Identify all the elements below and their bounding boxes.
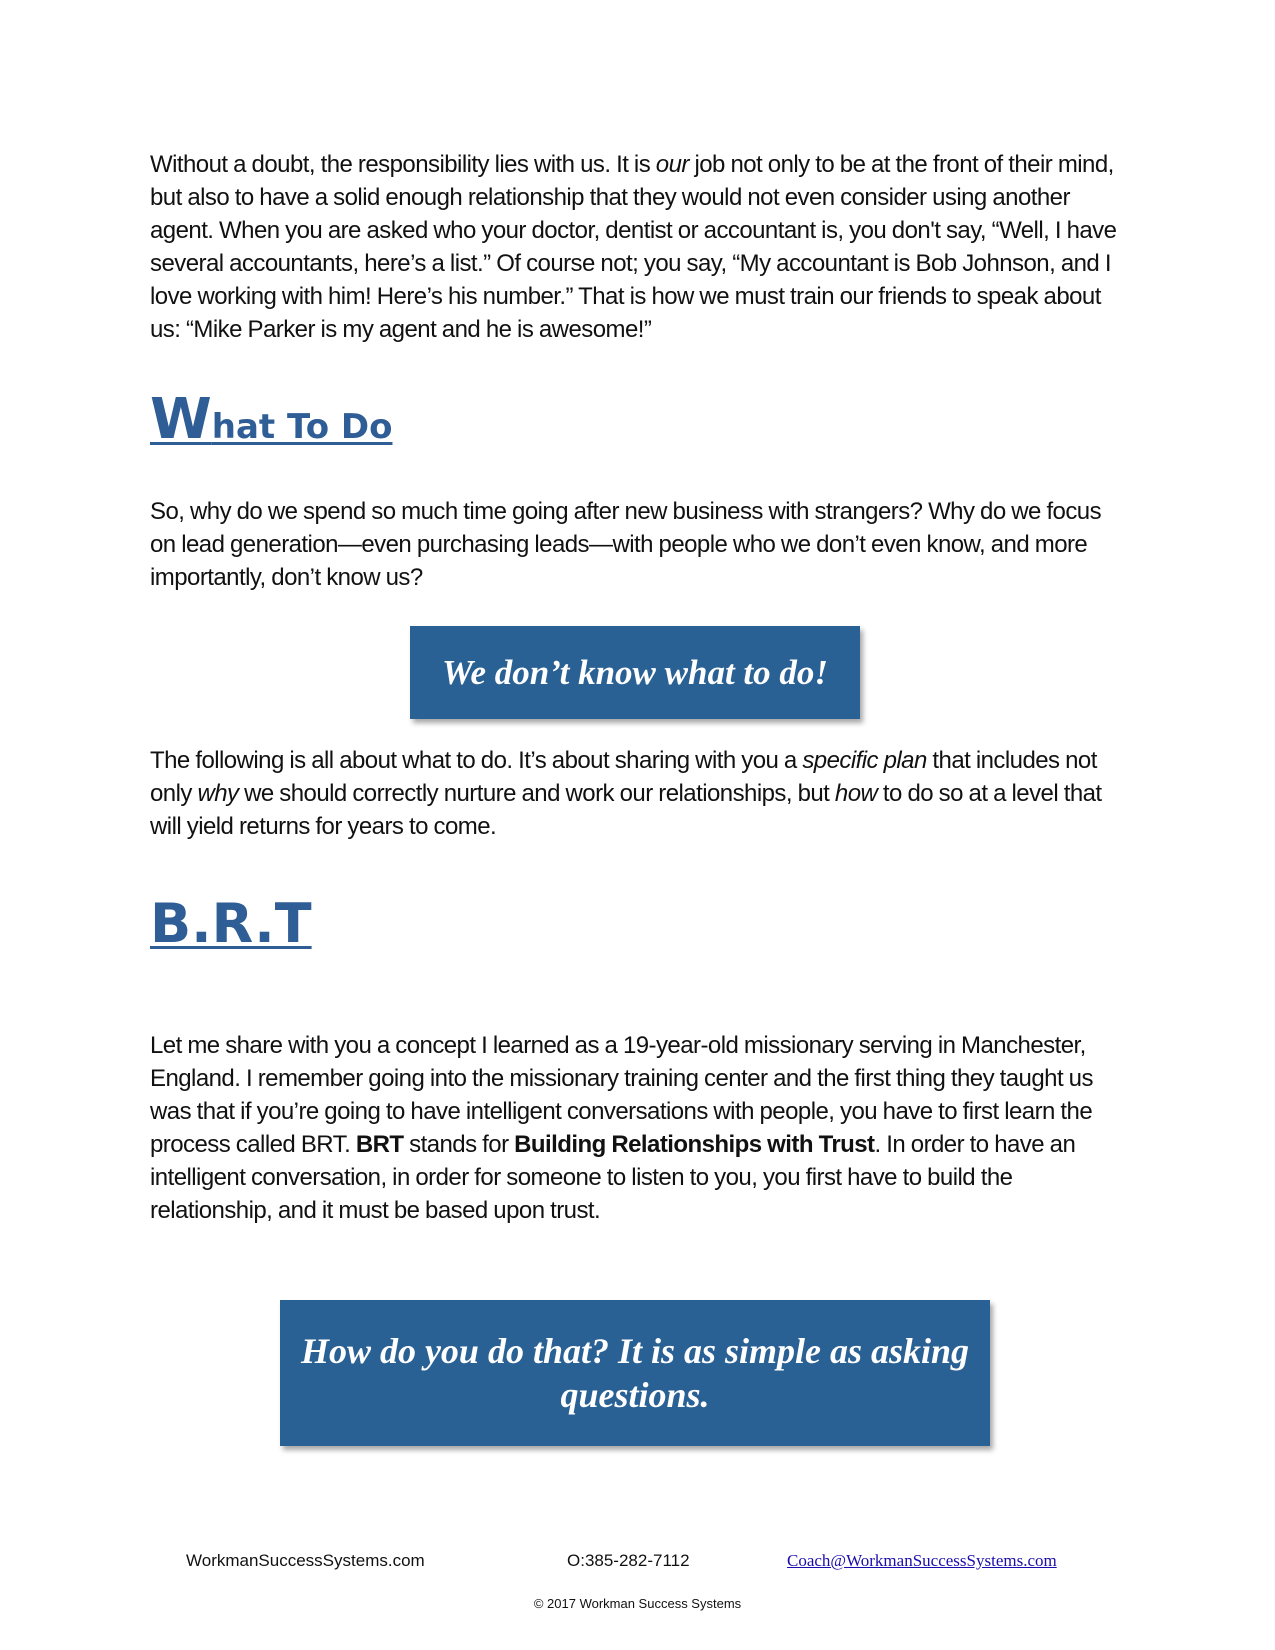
- footer-copyright: © 2017 Workman Success Systems: [533, 1596, 742, 1611]
- paragraph-what-to-do: [150, 744, 1130, 843]
- paragraph-responsibility: [150, 148, 1130, 346]
- text-run: stands for: [403, 1131, 515, 1158]
- callout-text: How do you do that? It is as simple as asking questions.: [300, 1331, 970, 1415]
- emphasis-our: our: [655, 151, 689, 178]
- footer-website: WorkmanSuccessSystems.com: [186, 1551, 425, 1570]
- text-run: we should correctly nurture and work our relationships, but: [238, 780, 835, 807]
- text-run: The following is all about what to do. It’s about sharing with you a: [150, 747, 803, 774]
- text-run: Without a doubt, the responsibility lies with us. It is: [150, 151, 656, 178]
- heading-brt: B.R.T: [150, 892, 312, 955]
- bold-brt: BRT: [355, 1131, 404, 1158]
- callout-text: We don’t know what to do!: [441, 652, 829, 692]
- emphasis-specific-plan: specific plan: [802, 747, 927, 774]
- heading-what-to-do: [150, 387, 393, 452]
- heading-initial: W: [150, 387, 212, 452]
- bold-building-relationships: Building Relationships with Trust: [514, 1131, 875, 1158]
- emphasis-how: how: [834, 780, 878, 807]
- footer-email-link[interactable]: Coach@WorkmanSuccessSystems.com: [787, 1551, 1057, 1570]
- paragraph-brt-concept: [150, 1029, 1130, 1227]
- text-run: . In order to have an intelligent conversation, in order for someone to listen to you, you first have to build the relationship, and it must be based upon trust.: [150, 1131, 1076, 1224]
- emphasis-why: why: [197, 780, 239, 807]
- callout-box-asking-questions: [280, 1300, 990, 1446]
- paragraph-why-strangers: So, why do we spend so much time going after new business with strangers? Why do we focus on lead generation—even purchasing leads—with people who we don’t even know, and more importantly, don’t know us?: [150, 498, 1102, 591]
- text-run: to do so at a level that will yield returns for years to come.: [150, 780, 1102, 840]
- footer-phone: O:385-282-7112: [567, 1551, 690, 1570]
- text-run: job not only to be at the front of their mind, but also to have a solid enough relationship that they would not even consider using another agent. When you are asked who your doctor, dentist or accountant is, you don't say, “Well, I have several accountants, here’s a list.” Of course not; you say, “My accountant is Bob Johnson, and I love working with him! Here’s his number.” That is how we must train our friends to speak about us: “Mike Parker is my agent and he is awesome!”: [150, 151, 1117, 343]
- heading-rest: hat To Do: [211, 407, 393, 447]
- callout-box-dont-know: [410, 626, 860, 719]
- text-run: that includes not only: [150, 747, 1097, 807]
- text-run: Let me share with you a concept I learned as a 19-year-old missionary serving in Manchester, England. I remember going into the missionary training center and the first thing they taught us was that if you’re going to have intelligent conversations with people, you have to first learn the process called BRT.: [150, 1032, 1093, 1158]
